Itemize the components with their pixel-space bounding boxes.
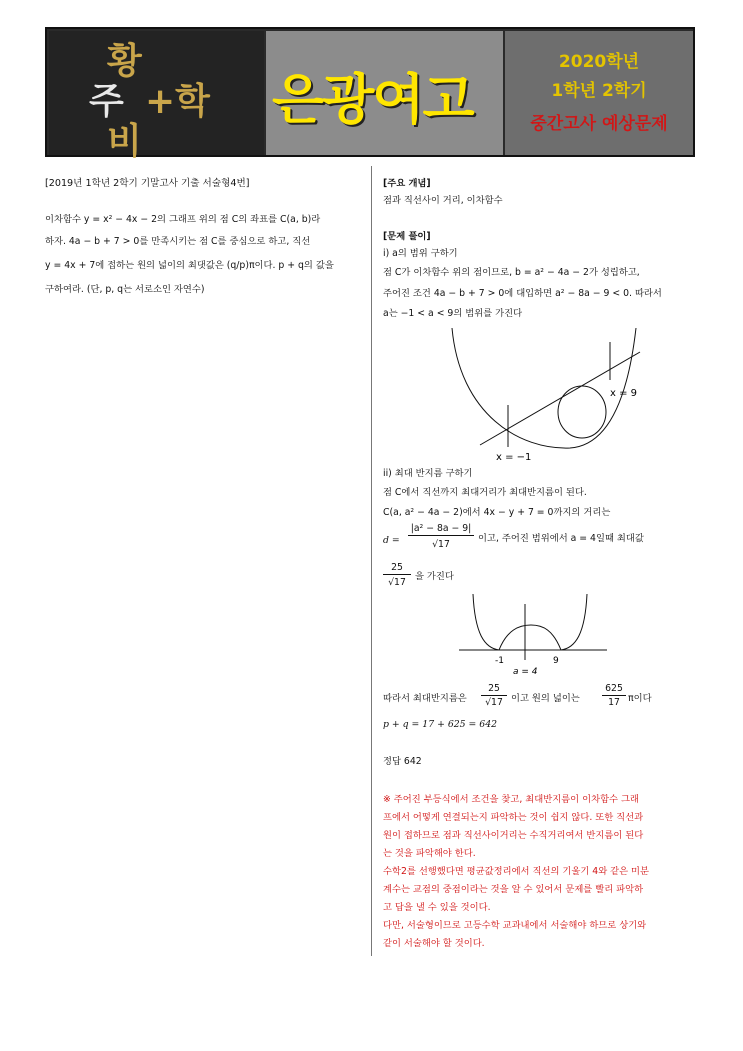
- column-divider: [371, 166, 372, 956]
- sum-line: p + q = 17 + 625 = 642: [383, 719, 498, 730]
- note-line-1: ※ 주어진 부등식에서 조건을 찾고, 최대반지름이 이차함수 그래: [383, 794, 639, 805]
- distance-d: d =: [383, 535, 400, 546]
- label-x-9: x = 9: [610, 388, 638, 399]
- result-mid: 이고 원의 넓이는: [511, 693, 580, 704]
- note-line-9: 같이 서술해야 할 것이다.: [383, 938, 485, 949]
- distance-denominator: √17: [432, 539, 450, 550]
- result-area-numerator: 625: [602, 683, 626, 696]
- parabola-curve: [452, 328, 636, 448]
- logo-text-2: 주: [89, 81, 124, 122]
- problem-line-2: 하자. 4a − b + 7 > 0를 만족시키는 점 C를 중심으로 하고, 직선: [45, 236, 311, 247]
- step2-title: ii) 최대 반지름 구하기: [383, 468, 473, 479]
- note-line-8: 다만, 서술형이므로 고등수학 교과내에서 서술해야 하므로 상기와: [383, 920, 647, 931]
- circle-shape: [558, 386, 606, 438]
- distance-numerator: |a² − 8a − 9|: [408, 522, 474, 536]
- middle-arch: [499, 625, 561, 650]
- graph-distance-function: [455, 590, 615, 678]
- school-name: 은광여고: [272, 68, 473, 131]
- step1-line-1: 점 C가 이차함수 위의 점이므로, b = a² − 4a − 2가 성립하고,: [383, 267, 640, 278]
- concept-text: 점과 직선사이 거리, 이차함수: [383, 195, 503, 206]
- answer: 정답 642: [383, 756, 422, 767]
- step1-line-2: 주어진 조건 4a − b + 7 > 0에 대입하면 a² − 8a − 9 < 0. 따라서: [383, 288, 662, 299]
- note-line-6: 계수는 교점의 중점이라는 것을 알 수 있어서 문제를 빨리 파악하: [383, 884, 644, 895]
- school-name-box: [266, 31, 503, 155]
- step1-title: i) a의 범위 구하기: [383, 248, 458, 259]
- solve-title: [문제 풀이]: [383, 231, 431, 242]
- problem-source: [2019년 1학년 2학기 기말고사 기출 서술형4번]: [45, 178, 250, 189]
- logo-text-2b: +학: [145, 81, 210, 122]
- step2-line-1: 점 C에서 직선까지 최대거리가 최대반지름이 된다.: [383, 487, 587, 498]
- step1-line-3: a는 −1 < a < 9의 범위를 가진다: [383, 308, 523, 319]
- graph-parabola-line-circle: [440, 320, 670, 465]
- result-r-numerator: 25: [481, 683, 507, 696]
- note-line-5: 수학2를 선행했다면 평균값정리에서 직선의 기울기 4와 같은 미분: [383, 866, 650, 877]
- result-r-denominator: √17: [485, 697, 503, 708]
- result-suffix: π이다: [628, 693, 652, 704]
- left-branch: [473, 594, 499, 650]
- exam-year: 2020학년: [558, 52, 640, 72]
- label-9: 9: [553, 656, 559, 666]
- note-line-7: 고 답을 낼 수 있을 것이다.: [383, 902, 491, 913]
- logo-text-1: 황: [107, 41, 142, 82]
- result-area-denominator: 17: [608, 697, 620, 708]
- problem-line-1: 이차함수 y = x² − 4x − 2의 그래프 위의 점 C의 좌표를 C(a, b)라: [45, 214, 321, 225]
- logo: [49, 31, 264, 162]
- note-line-2: 프에서 어떻게 연결되는지 파악하는 것이 쉽지 않다. 또한 직선과: [383, 812, 644, 823]
- step2-line-2: C(a, a² − 4a − 2)에서 4x − y + 7 = 0까지의 거리는: [383, 507, 611, 518]
- concept-title: [주요 개념]: [383, 178, 431, 189]
- note-line-4: 는 것을 파악해야 한다.: [383, 848, 476, 859]
- problem-line-4: 구하여라. (단, p, q는 서로소인 자연수): [45, 284, 205, 295]
- label-x-minus1: x = −1: [496, 452, 532, 463]
- problem-line-3: y = 4x + 7에 접하는 원의 넓이의 최댓값은 (q/p)π이다. p + q의 값을: [45, 260, 334, 271]
- logo-text-3: 비: [107, 121, 142, 162]
- exam-info: [505, 31, 693, 155]
- exam-type: 중간고사 예상문제: [530, 114, 668, 134]
- result-prefix: 따라서 최대반지름은: [383, 693, 467, 704]
- right-branch: [561, 594, 587, 650]
- note-line-3: 원이 접하므로 점과 직선사이거리는 수직거리여서 반지름이 된다: [383, 830, 644, 841]
- exam-term: 1학년 2학기: [551, 81, 647, 101]
- max-numerator: 25: [383, 561, 411, 575]
- label-minus1: -1: [495, 656, 504, 666]
- max-text: 을 가진다: [415, 571, 454, 582]
- label-a-4: a = 4: [513, 667, 538, 677]
- header-banner: [45, 27, 695, 162]
- step2-line-3: 이고, 주어진 범위에서 a = 4일때 최대값: [478, 533, 644, 544]
- max-denominator: √17: [388, 577, 406, 588]
